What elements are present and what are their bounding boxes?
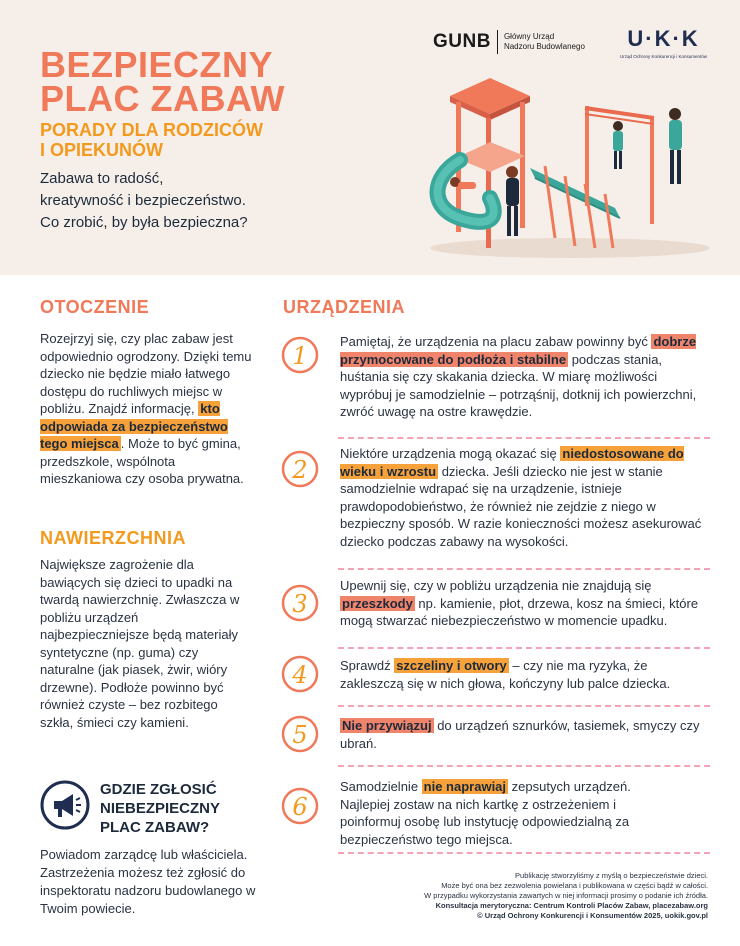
gunb-separator [497,30,498,54]
parent-figure [506,166,518,178]
svg-text:3: 3 [292,590,308,618]
device-text-6 [340,778,680,848]
divider [338,437,710,439]
page-subtitle [40,120,263,160]
svg-text:1: 1 [292,342,308,370]
device-text-2 [340,445,708,550]
device-text-after: zepsutych urządzeń. Najlepiej zostaw na nich kartkę z ostrzeżeniem i poinformuj osobę lub instytucję odpowiedzialną za bezpieczeństwo tego miejsca. [340,779,631,847]
tower-post [520,102,525,228]
device-text-4 [340,657,710,692]
report-title [100,780,220,837]
monkey-bar-post [585,106,589,206]
intro-text [40,168,330,234]
gunb-name-line-2: Nadzoru Budowlanego [503,42,585,51]
device-text-before: Pamiętaj, że urządzenia na placu zabaw powinny być [340,334,652,349]
svg-text:4: 4 [292,661,308,689]
device-text-before: Upewnij się, czy w pobliżu urządzenia nie znajdują się [340,578,652,593]
number-3-icon [280,583,320,623]
divider [338,765,710,767]
megaphone-icon [40,780,90,830]
svg-text:5: 5 [292,721,308,749]
device-text-3 [340,577,700,630]
report-title-line-2: NIEBEZPIECZNY [100,800,221,817]
otoczenie-text-a: Rozejrzyj się, czy plac zabaw jest odpowiednio ogrodzony. Dzięki temu dziecko nie będzie miało łatwego dostępu do ruchliwych miejsc w pobliżu. Znajdź informację, [40,331,252,416]
gunb-mark: GUNB [433,31,491,52]
parent-figure [669,108,681,120]
title-line-2: PLAC ZABAW [40,78,285,119]
child-figure [613,121,623,131]
title-line-1: BEZPIECZNY [40,44,274,85]
intro-line-3: Co zrobić, by była bezpieczna? [40,214,248,231]
monkey-bar-post [650,116,654,224]
number-6-icon [280,786,320,826]
heading-nawierzchnia: NAWIERZCHNIA [40,528,186,548]
ground-shadow [430,238,710,258]
svg-text:6: 6 [292,793,308,821]
tower-roof [450,78,530,114]
device-text-after: – czy nie ma ryzyka, że zakleszczą się w nich głowa, kończyny lub palce dziecka. [340,658,671,691]
device-text-before: Samodzielnie [340,779,422,794]
gunb-name [504,32,585,52]
page-title [40,44,285,119]
number-2-icon [280,449,320,489]
footer-line-2: Może być ona bez zezwolenia powielana i publikowana w części bądź w całości. [441,881,708,890]
footer-line-4: Konsultacja merytoryczna: Centrum Kontroli Placów Zabaw, placezabaw.org [435,901,708,910]
gunb-name-line-1: Główny Urząd [503,32,555,41]
otoczenie-highlight: kto odpowiada za bezpieczeństwo tego miejsca [40,401,228,451]
device-highlight: dobrze przymocowane do podłoża i stabilne [340,334,697,367]
gunb-logo [433,30,585,54]
device-highlight: niedostosowane do wieku i wzrostu [340,446,684,479]
otoczenie-text [40,330,258,488]
report-text: Powiadom zarządcę lub właściciela. Zastrzeżenia możesz też zgłosić do inspektoratu nadzoru budowlanego w Twoim powiecie. [40,847,256,916]
device-text-before: Niektóre urządzenia mogą okazać się [340,446,561,461]
divider [338,568,710,570]
nawierzchnia-text: Największe zagrożenie dla bawiących się dzieci to upadki na twardą nawierzchnię. Zwłaszcza w pobliżu urządzeń najbezpieczniejsze będą materiały syntetyczne (np. guma) czy naturalne (jak piasek, żwir, wióry drzewne). Podłoże powinno być również czyste – bez rozbitego szkła, śmieci czy kamieni. [40,557,240,730]
number-1-icon [280,335,320,375]
device-text-after: do urządzeń sznurków, tasiemek, smyczy czy ubrań. [340,718,700,751]
uokik-logo [620,26,707,59]
device-highlight: szczeliny i otwory [396,658,507,673]
report-title-line-3: PLAC ZABAW? [100,819,210,836]
device-highlight: Nie przywiązuj [342,718,432,733]
device-text-after: np. kamienie, płot, drzewa, kosz na śmieci, które mogą stwarzać niebezpieczeństwo w momencie upadku. [340,595,699,628]
footer-line-3: W przypadku wykorzystania zawartych w niej informacji prosimy o podanie ich źródła. [424,891,708,900]
heading-otoczenie: OTOCZENIE [40,297,150,317]
divider [338,852,710,854]
subtitle-line-1: PORADY DLA RODZICÓW [40,120,263,140]
uokik-mark: U·K·K [627,26,700,51]
device-highlight: przeszkody [342,595,413,611]
uokik-name: Urząd Ochrony Konkurencji i Konsumentów [620,54,708,59]
device-text-5 [340,717,710,752]
device-text-before: Sprawdź [340,658,395,673]
report-title-line-1: GDZIE ZGŁOSIĆ [100,781,217,798]
footer-line-5: © Urząd Ochrony Konkurencji i Konsumentów 2025, uokik.gov.pl [477,911,708,920]
heading-urzadzenia: URZĄDZENIA [283,297,405,317]
device-text-1 [340,333,710,421]
device-highlight: nie naprawiaj [423,779,507,794]
intro-line-1: Zabawa to radość, [40,170,164,187]
intro-line-2: kreatywność i bezpieczeństwo. [40,192,246,209]
footer-credits [424,871,708,921]
playground-illustration [420,68,720,263]
device-text-after: dziecka. Jeśli dziecko nie jest w stanie samodzielnie wdrapać się na urządzenie, istnieje prawdopodobieństwo, że również nie zejdzie z niego w bezpieczny sposób. W razie konieczności możesz asekurować dziecko podczas zabawy na wysokości. [340,463,702,549]
subtitle-line-2: I OPIEKUNÓW [40,140,164,160]
divider [338,705,710,707]
otoczenie-text-b: . Może to być gmina, przedszkole, wspólnota mieszkaniowa czy osoba prywatna. [40,436,244,486]
report-box [40,780,260,845]
number-5-icon [280,714,320,754]
footer-line-1: Publikację stworzyliśmy z myślą o bezpieczeństwie dzieci. [515,871,708,880]
svg-text:2: 2 [292,456,308,484]
device-text-after: podczas stania, huśtania się czy skakania dziecka. W miarę możliwości wypróbuj je samodzielnie – potrząśnij, dotknij ich powierzchni, zwróć uwagę na ostre krawędzie. [340,351,697,419]
number-4-icon [280,654,320,694]
divider [338,647,710,649]
